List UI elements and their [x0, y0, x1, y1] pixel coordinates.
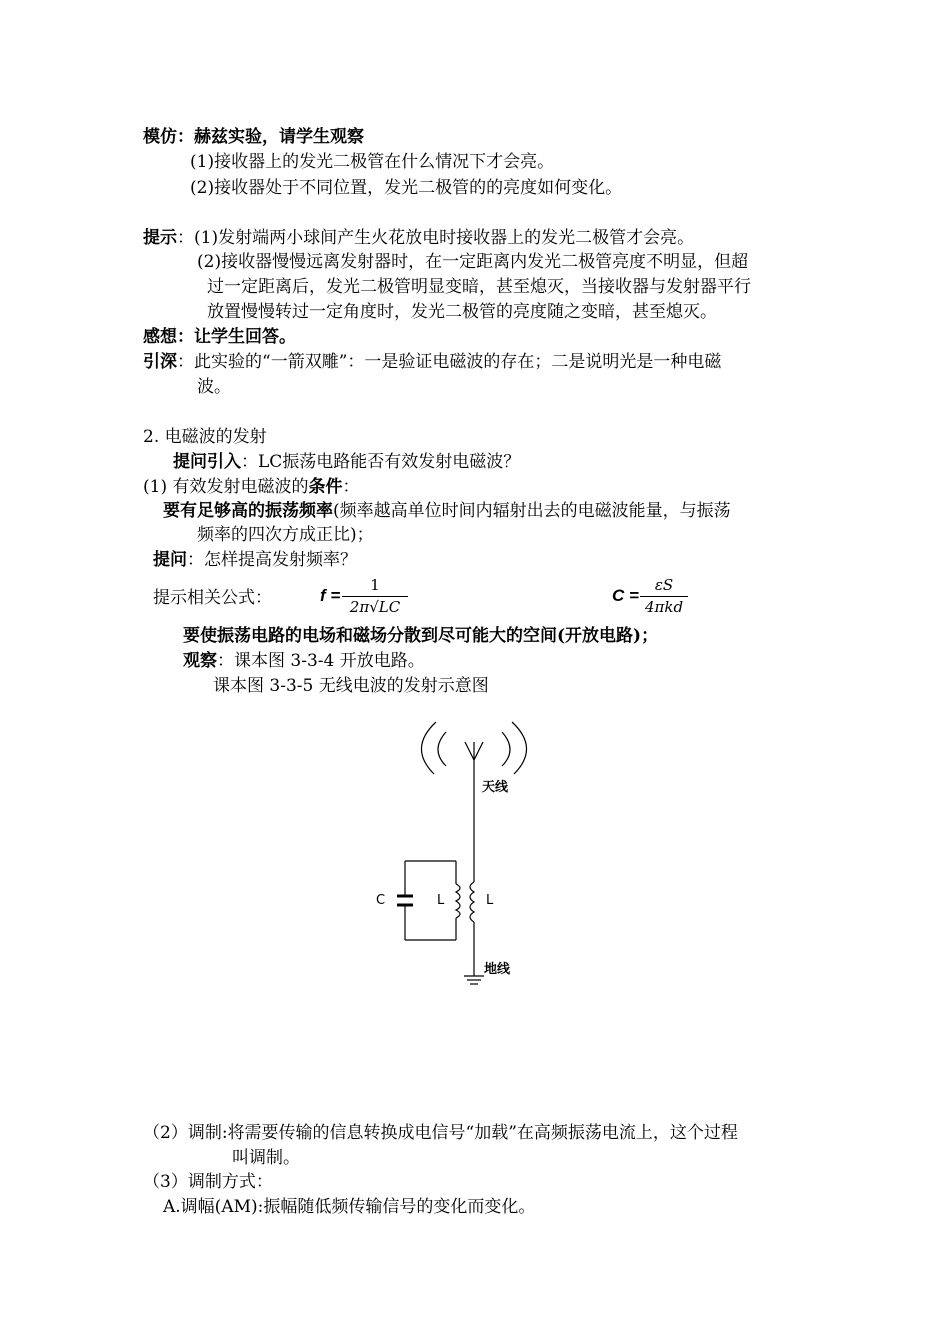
frequency-line-2: 频率的四次方成正比)；	[197, 525, 374, 545]
condition-pre: (1) 有效发射电磁波的	[143, 477, 309, 497]
observe-line	[183, 649, 425, 673]
intro-label: 提问引入	[173, 452, 241, 472]
frequency-text-1: (频率越高单位时间内辐射出去的电磁波能量，与振荡	[333, 501, 731, 521]
secondary-inductor-label: L	[486, 893, 494, 908]
observe-question-1: (1)接收器上的发光二极管在什么情况下才会亮。	[190, 152, 555, 172]
imitate-label: 模仿：	[143, 127, 194, 147]
condition-line	[143, 475, 359, 499]
formula-f-variable: f =	[320, 586, 341, 605]
formula-c-numerator: εS	[654, 576, 674, 594]
formula-f-denominator: 2π√LC	[342, 596, 408, 616]
secondary-coil	[470, 882, 474, 922]
condition-bold: 条件	[308, 477, 343, 497]
wave-arc-right-outer	[512, 722, 527, 774]
condition-post: ：	[342, 477, 360, 497]
capacitor-label: C	[376, 893, 386, 908]
antenna-icon	[465, 742, 483, 760]
hint-line-2: (2)接收器慢慢远离发射器时，在一定距离内发光二极管亮度不明显，但超	[197, 252, 749, 272]
extend-line-2: 波。	[197, 377, 231, 397]
observe-label: 观察	[183, 651, 217, 671]
wave-arc-left-outer	[421, 722, 436, 774]
primary-inductor-label: L	[437, 893, 445, 908]
intro-text: ：LC振荡电路能否有效发射电磁波？	[241, 452, 521, 472]
thought-text: ：让学生回答。	[177, 327, 296, 347]
imitate-line	[143, 125, 364, 149]
ask-line	[153, 548, 357, 572]
formula-f-numerator: 1	[370, 576, 380, 594]
formula-c-fraction	[640, 576, 688, 616]
ask-label: 提问	[153, 550, 187, 570]
modulation-line-1: （2）调制:将需要传输的信息转换成电信号“加载”在高频振荡电流上，这个过程	[143, 1123, 738, 1143]
hint-label: 提示	[143, 228, 177, 248]
formula-c-denominator: 4πkd	[640, 596, 688, 616]
extend-text-1: ：此实验的“一箭双雕”：一是验证电磁波的存在；二是说明光是一种电磁	[177, 352, 722, 372]
antenna-label: 天线	[482, 780, 509, 795]
formula-c-variable: C =	[612, 586, 639, 605]
frequency-line-1	[163, 499, 731, 523]
am-line: A.调幅(AM):振幅随低频传输信号的变化而变化。	[163, 1197, 536, 1217]
thought-label: 感想	[143, 327, 177, 347]
imitate-text: 赫兹实验，请学生观察	[194, 127, 364, 147]
extend-line-1	[143, 350, 721, 374]
wave-arc-left-inner	[438, 732, 446, 766]
primary-coil	[456, 884, 460, 918]
extend-label: 引深	[143, 352, 177, 372]
ask-text: ：怎样提高发射频率？	[187, 550, 357, 570]
modulation-line-2: 叫调制。	[232, 1148, 300, 1168]
section-2-heading: 2. 电磁波的发射	[143, 427, 267, 447]
hint-line-4: 放置慢慢转过一定角度时，发光二极管的亮度随之变暗，甚至熄灭。	[207, 302, 717, 322]
formula-f-fraction	[342, 576, 408, 616]
open-circuit-line: 要使振荡电路的电场和磁场分散到尽可能大的空间(开放电路)；	[183, 626, 659, 646]
intro-line	[173, 450, 520, 474]
frequency-bold: 要有足够高的振荡频率	[163, 501, 333, 521]
observe-text: ：课本图 3-3-4 开放电路。	[217, 651, 425, 671]
hint-line-1	[143, 226, 694, 250]
modulation-method: （3）调制方式：	[143, 1172, 273, 1192]
thought-line	[143, 325, 296, 349]
hint-line-3: 过一定距离后，发光二极管明显变暗，甚至熄灭，当接收器与发射器平行	[207, 277, 751, 297]
hint-text-1: ：(1)发射端两小球间产生火花放电时接收器上的发光二极管才会亮。	[177, 228, 695, 248]
observe-question-2: (2)接收器处于不同位置，发光二极管的的亮度如何变化。	[190, 178, 623, 198]
formula-label: 提示相关公式：	[153, 588, 272, 608]
figure-caption: 课本图 3-3-5 无线电波的发射示意图	[213, 676, 489, 696]
wave-arc-right-inner	[502, 732, 510, 766]
ground-label: 地线	[484, 962, 511, 977]
